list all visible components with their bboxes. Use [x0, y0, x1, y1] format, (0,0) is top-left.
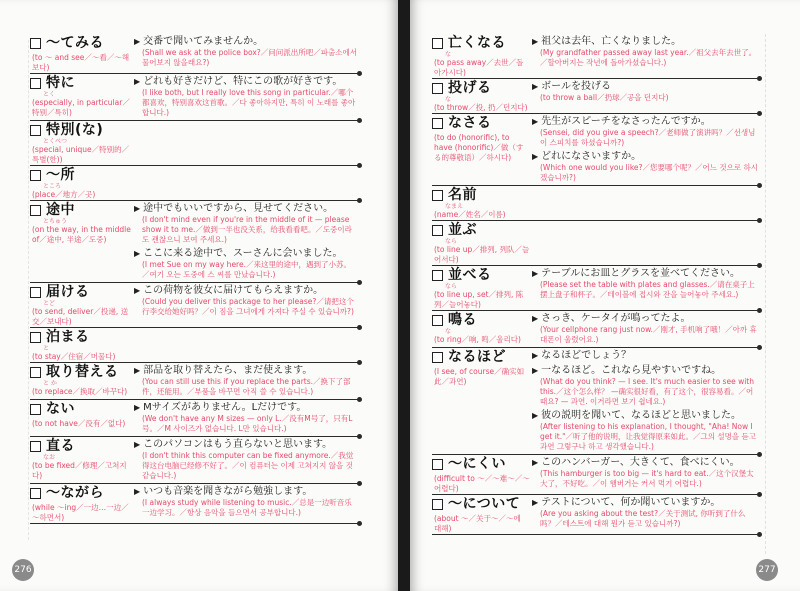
example-list — [532, 222, 758, 265]
vocab-entry — [30, 437, 358, 484]
word-reading: とく — [43, 91, 56, 98]
word-reading: なお — [43, 454, 56, 461]
example-list — [134, 485, 358, 523]
example-list — [134, 438, 358, 483]
vocab-word: 投げる — [448, 80, 492, 96]
example-japanese: テストについて、何か聞いていますか。 — [541, 497, 721, 508]
vocab-head — [432, 312, 532, 347]
vocab-word: ～てみる — [46, 35, 104, 51]
example-japanese: 彼の説明を聞いて、なるほどと思いました。 — [541, 410, 741, 421]
study-checkbox[interactable] — [30, 441, 41, 452]
vocab-entry — [30, 166, 358, 201]
vocab-head — [30, 122, 134, 165]
word-reading: な — [445, 328, 452, 335]
vocab-entry — [432, 348, 758, 455]
study-checkbox[interactable] — [432, 118, 443, 129]
word-reading: な — [445, 51, 452, 58]
study-checkbox[interactable] — [432, 270, 443, 281]
example-japanese: いつも音楽を聞きながら勉強します。 — [143, 486, 313, 497]
word-meaning: (especially, in particular／特别／특히) — [32, 98, 130, 117]
arrow-icon: ▶ — [134, 77, 141, 86]
left-vocab-list — [30, 34, 358, 524]
example-japanese: どれも好きだけど、特にこの歌が好きです。 — [143, 76, 343, 87]
example-japanese: なるほどでしょう？ — [541, 350, 632, 361]
vocab-head — [30, 364, 134, 399]
example-translation: (We don't have any M sizes — only L.／没有M号了，只有L号。／M 사이즈가 없습니다. L만 있습니다.) — [142, 414, 353, 433]
vocab-head — [432, 80, 532, 113]
study-checkbox[interactable] — [30, 205, 41, 216]
example-translation: (What do you think? — I see. It's much easier to see with this.／这个怎么样？ —确实很好看，有了这个，很容易看。／어때요? — 과연. 이거라면 보기 쉽네요.) — [540, 377, 754, 406]
example-japanese: ボールを投げる — [541, 81, 611, 92]
vocab-word: なるほど — [448, 349, 506, 365]
study-checkbox[interactable] — [30, 332, 41, 343]
vocab-word: なさる — [448, 115, 492, 131]
example-list — [134, 284, 358, 327]
example-list — [532, 115, 758, 185]
study-checkbox[interactable] — [432, 190, 443, 201]
vocab-entry — [30, 328, 358, 363]
word-meaning: (to throw／投, 扔／던지다) — [434, 103, 528, 112]
arrow-icon: ▶ — [134, 403, 141, 412]
word-meaning: (on the way, in the middle of／途中, 半途／도중) — [32, 225, 131, 244]
vocab-word: 特別(な) — [46, 122, 104, 138]
right-page — [410, 0, 800, 591]
example-japanese: ここに来る途中で、スーさんに会いました。 — [143, 248, 343, 259]
example-translation: (I don't think this computer can be fixed anymore.／我觉得这台电脑已经修不好了。／이 컴퓨터는 이제 고쳐지지 않을 것 같습니다.) — [142, 451, 354, 480]
vocab-head — [432, 115, 532, 185]
example-list — [134, 401, 358, 436]
vocab-head — [30, 438, 134, 483]
vocab-entry — [432, 495, 758, 535]
vocab-word: ない — [46, 401, 75, 417]
example-sentence — [532, 115, 758, 148]
example-sentence — [134, 247, 358, 280]
example-list — [532, 35, 758, 78]
example-list — [134, 329, 358, 362]
study-checkbox[interactable] — [432, 315, 443, 326]
vocab-head — [30, 485, 134, 523]
study-checkbox[interactable] — [30, 367, 41, 378]
example-list — [532, 456, 758, 494]
vocab-entry — [432, 114, 758, 186]
word-meaning: (to be fixed／修理／고쳐지다) — [32, 461, 127, 480]
example-list — [134, 167, 358, 200]
arrow-icon: ▶ — [532, 269, 539, 278]
word-reading: なら — [445, 238, 458, 245]
vocab-entry — [432, 34, 758, 79]
vocab-entry — [432, 311, 758, 348]
example-translation: (I always study while listening to music.／总是一边听音乐一边学习。／항상 음악을 들으면서 공부합니다.) — [142, 498, 352, 517]
vocab-word: ～にくい — [448, 456, 506, 472]
vocab-entry — [30, 74, 358, 121]
arrow-icon: ▶ — [532, 314, 539, 323]
example-japanese: この荷物を彼女に届けてもらえますか。 — [143, 285, 324, 296]
bleed-through — [4, 40, 29, 540]
example-japanese: テーブルにお皿とグラスを並べてください。 — [541, 268, 740, 279]
vocab-entry — [30, 201, 358, 283]
vocab-head — [432, 222, 532, 265]
book-spine — [398, 0, 410, 591]
example-translation: (to throw a ball／扔球／공을 던지다) — [540, 93, 669, 102]
word-reading: とちゅう — [43, 218, 68, 225]
vocab-head — [432, 187, 532, 220]
right-vocab-list — [432, 34, 758, 535]
example-sentence — [532, 496, 758, 529]
example-japanese: 先生がスピーチをなさったんですか。 — [541, 116, 711, 127]
example-translation: (You can still use this if you replace the parts.／换下了部件，还能用。／부품을 바꾸면 아직 쓸 수 있습니다.) — [142, 377, 351, 396]
example-translation: (My grandfather passed away last year.／祖父去年去世了。／할아버지는 작년에 돌아가셨습니다.) — [540, 48, 757, 67]
study-checkbox[interactable] — [432, 499, 443, 510]
example-translation: (Please set the table with plates and glasses.／请在桌子上摆上盘子和杯子。／테이블에 접시와 잔을 늘어놓아 주세요.) — [540, 280, 755, 299]
word-meaning: (to pass away／去世／돌아가시다) — [434, 58, 524, 77]
word-reading: と か — [43, 380, 57, 387]
vocab-head — [30, 35, 134, 73]
study-checkbox[interactable] — [30, 287, 41, 298]
vocab-head — [30, 284, 134, 327]
vocab-word: 亡くなる — [448, 35, 506, 51]
vocab-head — [432, 267, 532, 310]
arrow-icon: ▶ — [134, 366, 141, 375]
vocab-head — [30, 75, 134, 120]
word-meaning: (difficult to ～／～难～／～어렵다) — [434, 474, 530, 493]
vocab-head — [30, 167, 134, 200]
example-list — [532, 267, 758, 310]
word-meaning: (to send, deliver／投递, 送交／보내다) — [32, 307, 129, 326]
example-sentence — [134, 35, 358, 68]
vocab-entry — [432, 79, 758, 114]
example-list — [134, 75, 358, 120]
vocab-entry — [432, 266, 758, 311]
arrow-icon: ▶ — [532, 117, 539, 126]
example-sentence — [532, 456, 758, 489]
word-reading: な — [445, 96, 452, 103]
study-checkbox[interactable] — [30, 125, 41, 136]
word-meaning: (to replace／换取／바꾸다) — [32, 387, 128, 396]
example-sentence — [532, 409, 758, 452]
arrow-icon: ▶ — [134, 249, 141, 258]
example-list — [134, 364, 358, 399]
example-japanese: Mサイズがありません。Lだけです。 — [143, 402, 307, 413]
arrow-icon: ▶ — [134, 286, 141, 295]
page-number-left: 276 — [12, 559, 34, 581]
vocab-word: 泊まる — [46, 329, 90, 345]
example-sentence — [134, 75, 358, 118]
example-japanese: 途中でもいいですから、見せてください。 — [143, 203, 334, 214]
word-meaning: (to ring／响, 鸣／울리다) — [434, 335, 521, 344]
arrow-icon: ▶ — [134, 204, 141, 213]
vocab-head — [30, 401, 134, 436]
example-japanese: どれになさいますか。 — [541, 151, 642, 162]
vocab-word: 取り替える — [46, 364, 119, 380]
vocab-head — [432, 349, 532, 454]
word-reading: とど — [43, 300, 56, 307]
example-sentence — [532, 35, 758, 68]
study-checkbox[interactable] — [432, 225, 443, 236]
vocab-head — [432, 496, 532, 534]
arrow-icon: ▶ — [532, 82, 539, 91]
vocab-entry — [30, 484, 358, 524]
vocab-head — [432, 35, 532, 78]
vocab-entry — [30, 121, 358, 166]
word-meaning: (about ～／关于～／～에 대해) — [434, 514, 521, 533]
word-reading: なまえ — [445, 203, 464, 210]
example-sentence — [134, 401, 358, 434]
example-japanese: 一なるほど。これなら見やすいですね。 — [541, 365, 722, 376]
arrow-icon: ▶ — [532, 458, 539, 467]
arrow-icon: ▶ — [532, 152, 539, 161]
example-japanese: このハンバーガー、大きくて、食べにくい。 — [541, 457, 740, 468]
page-number-right: 277 — [756, 559, 778, 581]
word-meaning: (to do (honorific), to have (honorific)／做（する的尊敬语）／하시다) — [434, 133, 524, 162]
word-meaning: (to stay／住宿／머물다) — [32, 352, 116, 361]
arrow-icon: ▶ — [532, 498, 539, 507]
example-translation: (This hamburger is too big — it's hard to eat.／这个汉堡太大了，不好吃。／이 햄버거는 커서 먹기 어렵다.) — [540, 469, 754, 488]
example-list — [532, 312, 758, 347]
example-list — [134, 202, 358, 282]
study-checkbox[interactable] — [432, 38, 443, 49]
vocab-word: 直る — [46, 438, 75, 454]
example-sentence — [532, 312, 758, 345]
vocab-word: 名前 — [448, 187, 477, 203]
study-checkbox[interactable] — [30, 488, 41, 499]
vocab-head — [30, 202, 134, 282]
word-reading: ところ — [43, 183, 62, 190]
example-sentence — [134, 202, 358, 245]
study-checkbox[interactable] — [432, 352, 443, 363]
example-sentence — [532, 349, 758, 362]
vocab-word: ～ながら — [46, 485, 104, 501]
example-sentence — [134, 485, 358, 518]
example-list — [134, 122, 358, 165]
vocab-head — [432, 456, 532, 494]
word-meaning: (name／姓名／이름) — [434, 210, 506, 219]
example-translation: (Which one would you like?／您要哪个呢？／어느 것으로 하시겠습니까?) — [540, 163, 758, 182]
word-meaning: (I see, of course／确实如此／과연) — [434, 367, 525, 386]
word-meaning: (to line up, set／排列, 陈列／늘어놓다) — [434, 290, 524, 309]
word-reading: とくべつ — [43, 138, 68, 145]
vocab-entry — [30, 283, 358, 328]
word-meaning: (to ～ and see／～看／～해 보다) — [32, 53, 130, 72]
example-translation: (Your cellphone rang just now.／刚才, 手机响了哦！／아까 휴대폰이 울렸어요.) — [540, 325, 757, 344]
vocab-entry — [432, 221, 758, 266]
vocab-head — [30, 329, 134, 362]
example-sentence — [532, 364, 758, 407]
word-meaning: (place／地方／곳) — [32, 190, 96, 199]
arrow-icon: ▶ — [134, 440, 141, 449]
left-page — [0, 0, 398, 591]
example-translation: (Are you asking about the test?／关于测试, 你听到了什么吗？／테스트에 대해 뭔가 듣고 있습니까?) — [540, 509, 746, 528]
word-meaning: (while ～ing／一边…一边／～하면서) — [32, 503, 129, 522]
example-translation: (I like both, but I really love this song in particular.／哪个都喜欢，特别喜欢这首歌。／다 좋아하지만, 특히 이 노래를 좋아합니다.) — [142, 88, 356, 117]
bleed-through — [765, 34, 796, 554]
example-japanese: 交番で聞いてみませんか。 — [143, 36, 264, 47]
example-translation: (I don't mind even if you're in the middle of it — please show it to me.／做到一半也没关系，给我看看吧。／도중이라도 괜찮으니 보여 주세요.) — [142, 215, 352, 244]
vocab-word: 鳴る — [448, 312, 477, 328]
example-translation: (Could you deliver this package to her please?／请把这个行李交给她好吗？／이 짐을 그녀에게 가져다 주실 수 있습니까?) — [142, 297, 354, 316]
vocab-entry — [432, 186, 758, 221]
vocab-entry — [30, 363, 358, 400]
example-list — [532, 496, 758, 534]
arrow-icon: ▶ — [532, 366, 539, 375]
arrow-icon: ▶ — [134, 37, 141, 46]
word-meaning: (to not have／没有／없다) — [32, 419, 126, 428]
vocab-entry — [30, 34, 358, 74]
example-sentence — [134, 284, 358, 317]
vocab-word: 並べる — [448, 267, 492, 283]
vocab-word: 並ぶ — [448, 222, 477, 238]
study-checkbox[interactable] — [30, 38, 41, 49]
vocab-entry — [30, 400, 358, 437]
arrow-icon: ▶ — [532, 37, 539, 46]
example-list — [134, 35, 358, 73]
study-checkbox[interactable] — [432, 83, 443, 94]
example-translation: (Shall we ask at the police box?／问问派出所吧／파출소에서 물어보지 않을래요?) — [142, 48, 357, 67]
arrow-icon: ▶ — [134, 487, 141, 496]
example-translation: (Sensei, did you give a speech?／老师做了演讲吗？／선생님이 스피치를 하셨습니까?) — [540, 128, 756, 147]
vocab-word: 途中 — [46, 202, 75, 218]
example-japanese: 部品を取り替えたら、まだ使えます。 — [143, 365, 313, 376]
study-checkbox[interactable] — [30, 170, 41, 181]
example-list — [532, 80, 758, 113]
vocab-word: ～について — [448, 496, 521, 512]
example-sentence — [134, 438, 358, 481]
word-reading: と — [43, 345, 50, 352]
example-sentence — [532, 150, 758, 183]
example-sentence — [134, 364, 358, 397]
vocab-word: 特に — [46, 75, 75, 91]
vocab-word: 届ける — [46, 284, 90, 300]
study-checkbox[interactable] — [30, 78, 41, 89]
example-japanese: 祖父は去年、亡くなりました。 — [541, 36, 682, 47]
arrow-icon: ▶ — [532, 411, 539, 420]
word-meaning: (special, unique／特别的／특별(한)) — [32, 145, 130, 164]
example-list — [532, 187, 758, 220]
example-japanese: このパソコンはもう直らないと思います。 — [143, 439, 333, 450]
example-sentence — [532, 80, 758, 103]
arrow-icon: ▶ — [532, 351, 539, 360]
example-translation: (I met Sue on my way here.／来这里的途中，遇到了小苏。／여기 오는 도중에 스 씨를 만났습니다.) — [142, 260, 351, 279]
example-list — [532, 349, 758, 454]
word-meaning: (to line up／排列, 列队／늘어서다) — [434, 245, 530, 264]
study-checkbox[interactable] — [30, 404, 41, 415]
example-japanese: さっき、ケータイが鳴ってたよ。 — [541, 313, 691, 324]
vocab-entry — [432, 455, 758, 495]
vocab-word: ～所 — [46, 167, 75, 183]
example-translation: (After listening to his explanation, I thought, "Aha! Now I get it."／听了他的说明，让我觉得原来如此。／그의 설명을 듣고 과연 그렇구나 하고 생각했습니다.) — [540, 422, 757, 451]
study-checkbox[interactable] — [432, 459, 443, 470]
example-sentence — [532, 267, 758, 300]
word-reading: なら — [445, 283, 458, 290]
